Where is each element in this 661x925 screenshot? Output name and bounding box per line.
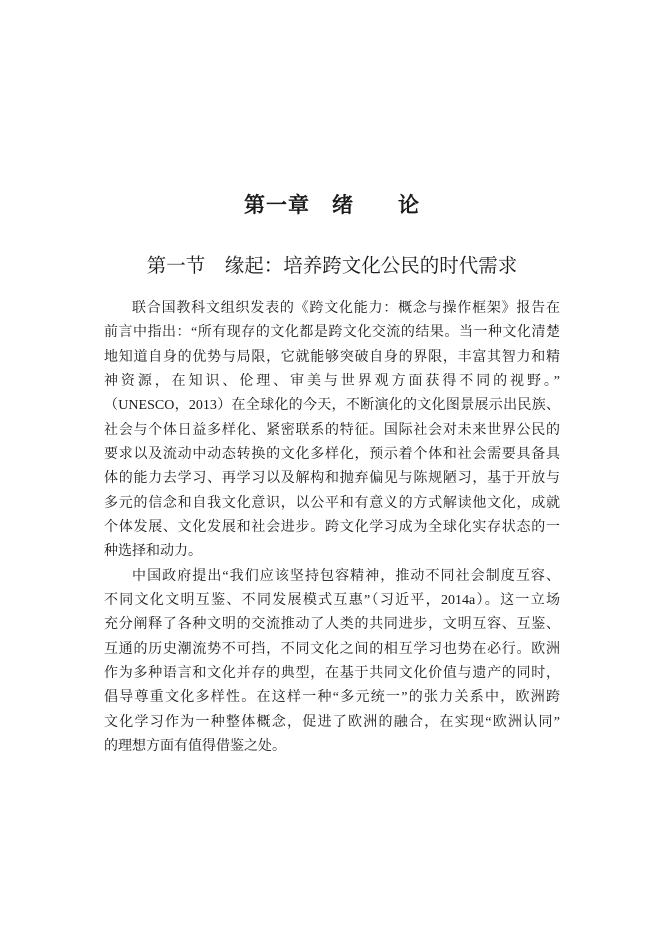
text-line: 充分阐释了各种文明的交流推动了人类的共同进步，文明互容、互鉴、 xyxy=(104,617,560,633)
paragraph-2 xyxy=(104,565,560,760)
text-line: 作为多种语言和文化并存的典型，在基于共同文化价值与遗产的同时， xyxy=(104,665,560,681)
text-line: （UNESCO，2013）在全球化的今天，不断演化的文化图景展示出民族、 xyxy=(104,398,560,414)
text-line: 文化学习作为一种整体概念，促进了欧洲的融合，在实现“欧洲认同” xyxy=(104,714,560,730)
text-line: 联合国教科文组织发表的《跨文化能力：概念与操作框架》报告在 xyxy=(132,301,560,316)
text-line: 个体发展、文化发展和社会进步。跨文化学习成为全球化实存状态的一 xyxy=(104,519,560,535)
text-line: 地知道自身的优势与局限，它就能够突破自身的界限，丰富其智力和精 xyxy=(104,349,560,365)
text-line: 多元的信念和自我文化意识，以公平和有意义的方式解读他文化，成就 xyxy=(104,495,560,511)
text-line: 中国政府提出“我们应该坚持包容精神，推动不同社会制度互容、 xyxy=(132,568,560,584)
text-line: 前言中指出：“所有现存的文化都是跨文化交流的结果。当一种文化清楚 xyxy=(104,325,560,341)
text-line: 种选择和动力。 xyxy=(104,544,202,560)
text-line: 倡导尊重文化多样性。在这样一种“多元统一”的张力关系中，欧洲跨 xyxy=(104,690,560,706)
chapter-title: 第一章 绪 论 xyxy=(244,193,420,217)
text-line: 的理想方面有值得借鉴之处。 xyxy=(104,738,286,754)
text-line: 神资源，在知识、伦理、审美与世界观方面获得不同的视野。” xyxy=(104,373,560,389)
body-text xyxy=(104,297,560,759)
section-title: 第一节 缘起：培养跨文化公民的时代需求 xyxy=(146,256,518,277)
paragraph-1 xyxy=(104,297,560,565)
text-line: 互通的历史潮流势不可挡，不同文化之间的相互学习也势在必行。欧洲 xyxy=(104,641,560,657)
text-line: 要求以及流动中动态转换的文化多样化，预示着个体和社会需要具备具 xyxy=(104,446,560,462)
text-line: 不同文化文明互鉴、不同发展模式互惠”（习近平，2014a）。这一立场 xyxy=(104,592,560,608)
text-line: 社会与个体日益多样化、紧密联系的特征。国际社会对未来世界公民的 xyxy=(104,422,560,438)
text-line: 体的能力去学习、再学习以及解构和抛弃偏见与陈规陋习，基于开放与 xyxy=(104,471,560,487)
